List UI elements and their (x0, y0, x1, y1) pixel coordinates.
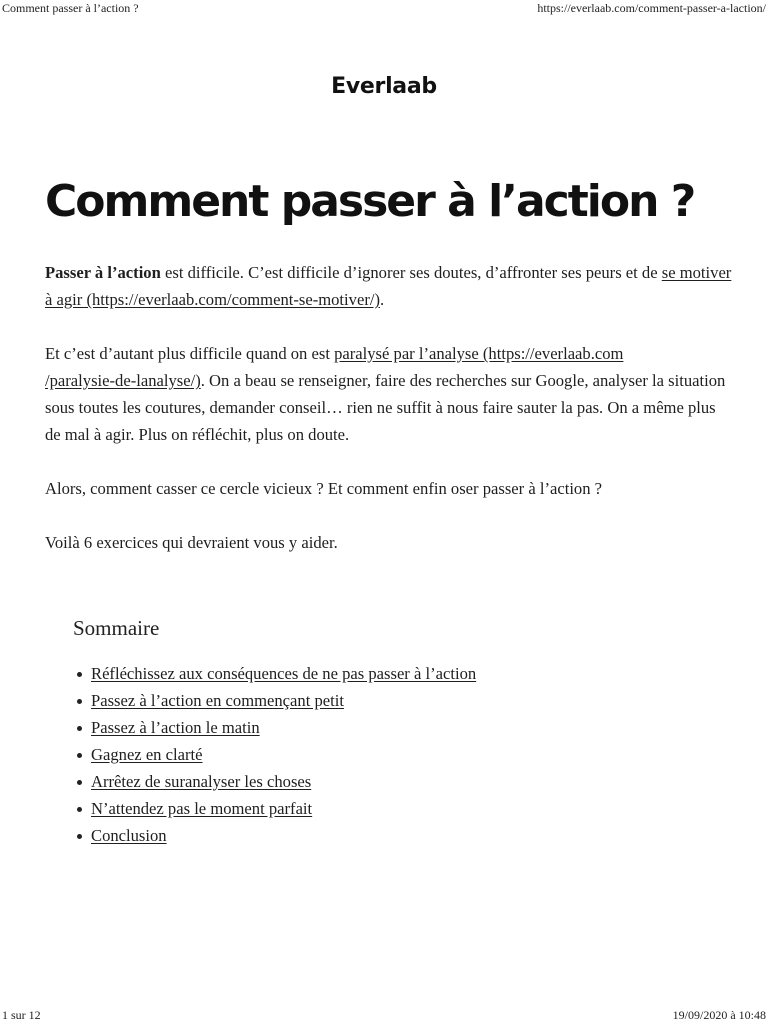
toc-item (73, 768, 713, 795)
link-paralysie-analyse-cont[interactable]: /paralysie-de-lanalyse/) (45, 371, 201, 390)
intro-paragraph (45, 259, 735, 313)
toc-link-suranalyser[interactable]: Arrêtez de suranalyser les choses (91, 772, 312, 791)
toc-item (73, 714, 713, 741)
print-header-url: https://everlaab.com/comment-passer-a-laction/ (537, 1, 766, 15)
intro-text: est difficile. C’est difficile d’ignorer ses doutes, d’affronter ses peurs et de (160, 263, 662, 282)
page-counter: 1 sur 12 (2, 1008, 41, 1022)
toc-link-conclusion[interactable]: Conclusion (91, 826, 167, 845)
toc-link-moment-parfait[interactable]: N’attendez pas le moment parfait (91, 799, 313, 818)
toc-item (73, 660, 713, 687)
exercises-paragraph: Voilà 6 exercices qui devraient vous y aider. (45, 533, 338, 552)
intro-text-end: . (379, 290, 385, 309)
print-header-title: Comment passer à l’action ? (2, 1, 139, 15)
article (45, 170, 735, 556)
toc-link-matin[interactable]: Passez à l’action le matin (91, 718, 260, 737)
table-of-contents (73, 612, 713, 849)
toc-link-clarte[interactable]: Gagnez en clarté (91, 745, 203, 764)
toc-link-commencer-petit[interactable]: Passez à l’action en commençant petit (91, 691, 344, 710)
print-datetime: 19/09/2020 à 10:48 (672, 1008, 766, 1022)
intro-bold-text: Passer à l’action (45, 263, 161, 282)
link-paralysie-analyse[interactable]: paralysé par l’analyse (https://everlaab.com (334, 344, 624, 363)
link-se-motiver[interactable]: se motiver à agir (https://everlaab.com/comment-se-motiver/) (45, 263, 732, 309)
toc-item (73, 795, 713, 822)
toc-item (73, 687, 713, 714)
toc-list (73, 660, 713, 849)
paralysis-text: Et c’est d’autant plus difficile quand on est (45, 344, 335, 363)
print-header (0, 0, 768, 16)
toc-item (73, 741, 713, 768)
toc-title: Sommaire (73, 616, 160, 640)
toc-item (73, 822, 713, 849)
print-footer (0, 1006, 768, 1024)
paralysis-paragraph (45, 340, 735, 448)
article-title: Comment passer à l’action ? (45, 176, 695, 227)
paralysis-text-end: . On a beau se renseigner, faire des recherches sur Google, analyser la situation sous toutes les coutures, demander conseil… rien ne suffit à nous faire sauter la pas. On a même plus de mal à agir. Plus on réfléchit, plus on doute. (45, 371, 726, 444)
toc-link-consequences[interactable]: Réfléchissez aux conséquences de ne pas passer à l’action (91, 664, 477, 683)
question-paragraph: Alors, comment casser ce cercle vicieux ? Et comment enfin oser passer à l’action ? (45, 479, 603, 498)
site-logo-text[interactable]: Everlaab (331, 74, 437, 99)
